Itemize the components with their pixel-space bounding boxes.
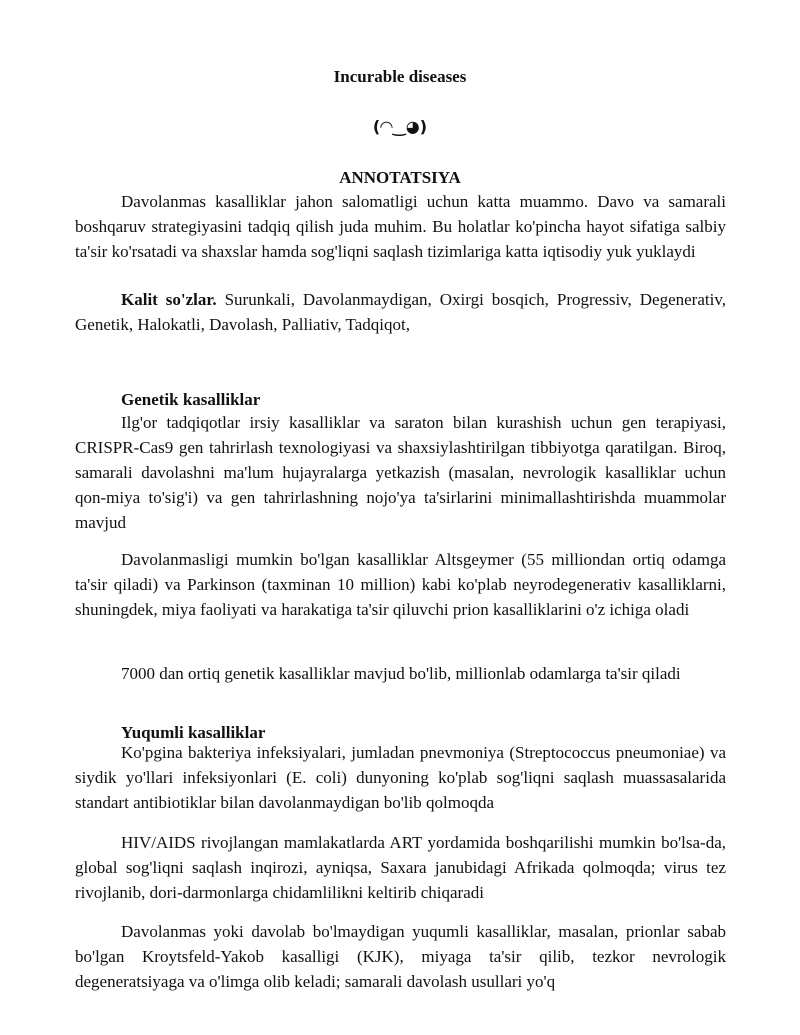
document-title: Incurable diseases — [333, 67, 467, 86]
genetic-section-heading: Genetik kasalliklar — [121, 390, 261, 409]
infectious-paragraph: Davolanmas yoki davolab bo'lmaydigan yuqumli kasalliklar, masalan, prionlar sabab bo'lgan Kroytsfeld-Yakob kasalligi (KJK), miyaga ta'sir qilib, tezkor nevrologik degeneratsiyaga va o'limga olib keladi; samarali davolash usullari yo'q — [75, 922, 726, 991]
keywords-text: Surunkali, Davolanmaydigan, Oxirgi bosqich, Progressiv, Degenerativ, Genetik, Halokatli, Davolash, Palliativ, Tadqiqot, — [75, 290, 726, 334]
infectious-paragraph: HIV/AIDS rivojlangan mamlakatlarda ART yordamida boshqarilishi mumkin bo'lsa-da, global sog'liqni saqlash inqirozi, ayniqsa, Saxara janubidagi Afrikada qolmoqda; virus tez rivojlanib, dori-darmonlarga chidamlilikni keltirib chiqaradi — [75, 833, 726, 902]
keywords-label: Kalit so'zlar. — [121, 290, 217, 309]
genetic-paragraph: Ilg'or tadqiqotlar irsiy kasalliklar va saraton bilan kurashish uchun gen terapiyasi, CRISPR-Cas9 gen tahrirlash texnologiyasi va shaxsiylashtirilgan tibbiyotga qaratilgan. Biroq, samarali davolashni ma'lum hujayralarga yetkazish (masalan, nevrologik kasalliklar uchun qon-miya to'sig'i) va gen tahrirlashning nojo'ya ta'sirlarini minimallashtirishda muammolar mavjud — [75, 413, 726, 532]
annotation-paragraph: Davolanmas kasalliklar jahon salomatligi uchun katta muammo. Davo va samarali boshqaruv strategiyasini tadqiq qilish juda muhim. Bu holatlar ko'pincha hayot sifatiga salbiy ta'sir ko'rsatadi va shaxslar hamda sog'liqni saqlash tizimlariga katta iqtisodiy yuk yuklaydi — [75, 192, 726, 261]
genetic-paragraph: 7000 dan ortiq genetik kasalliklar mavjud bo'lib, millionlab odamlarga ta'sir qiladi — [121, 664, 681, 683]
keywords-paragraph — [75, 287, 726, 337]
genetic-paragraph: Davolanmasligi mumkin bo'lgan kasalliklar Altsgeymer (55 milliondan ortiq odamga ta'sir qiladi) va Parkinson (taxminan 10 million) kabi ko'plab neyrodegenerativ kasalliklarni, shuningdek, miya faoliyati va harakatiga ta'sir qiluvchi prion kasalliklarini o'z ichiga oladi — [75, 550, 726, 619]
emoticon: (◠‿◕) — [372, 117, 428, 136]
annotation-heading: ANNOTATSIYA — [339, 168, 461, 187]
infectious-section-heading: Yuqumli kasalliklar — [121, 723, 266, 742]
infectious-paragraph: Ko'pgina bakteriya infeksiyalari, jumladan pnevmoniya (Streptococcus pneumoniae) va siydik yo'llari infeksiyonlari (E. coli) dunyoning ko'plab sog'liqni saqlash muassasalarida standart antibiotiklar bilan davolanmaydigan bo'lib qolmoqda — [75, 743, 726, 812]
